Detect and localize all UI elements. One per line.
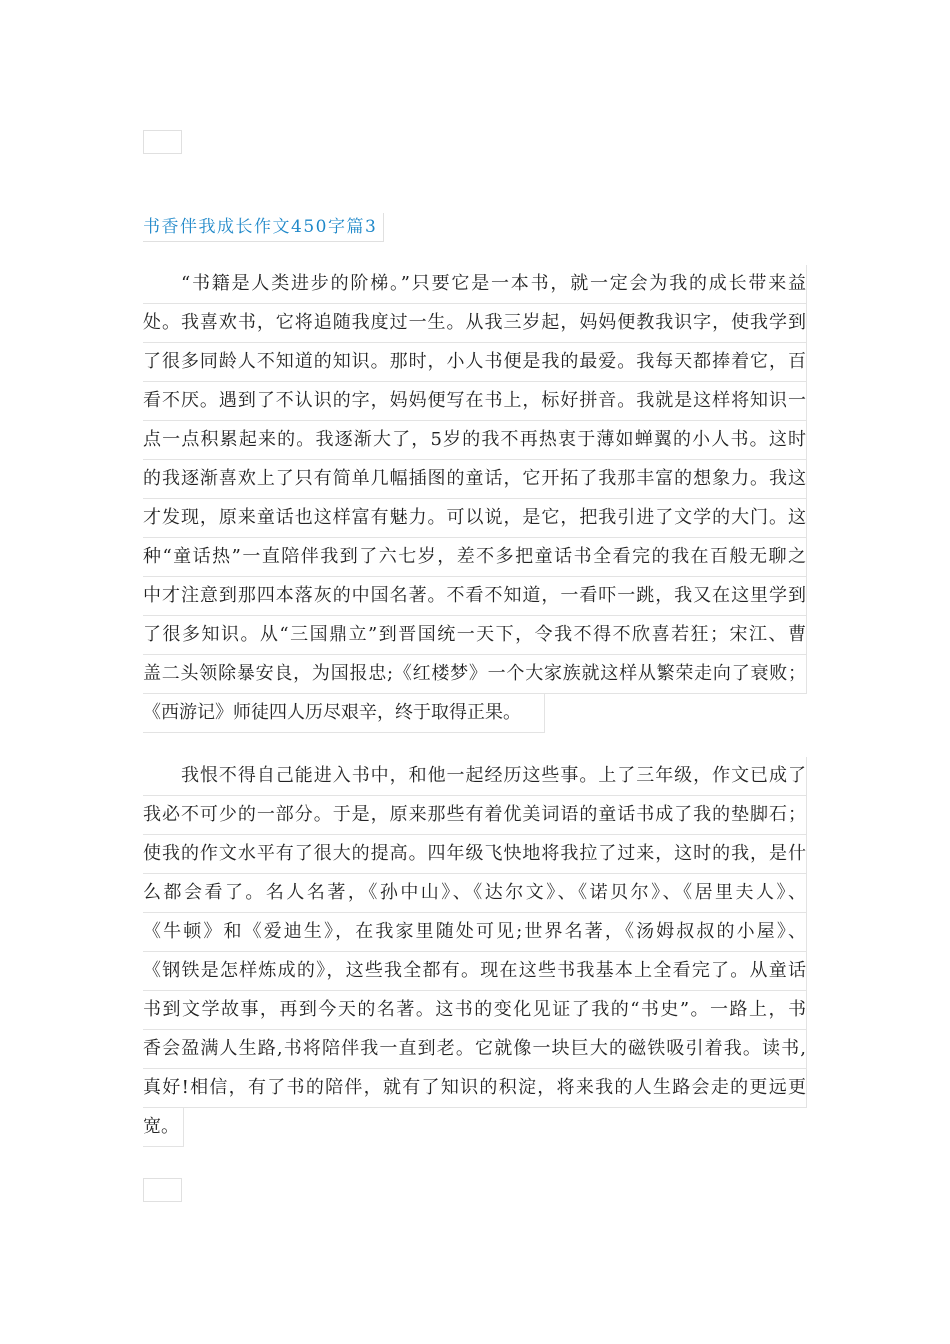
text-line: 宽。 — [143, 1108, 184, 1147]
text-line: 香会盈满人生路,书将陪伴我一直到老。它就像一块巨大的磁铁吸引着我。读书, — [143, 1030, 807, 1069]
text-line: 才发现，原来童话也这样富有魅力。可以说，是它，把我引进了文学的大门。这 — [143, 499, 807, 538]
text-line: 中才注意到那四本落灰的中国名著。不看不知道，一看吓一跳，我又在这里学到 — [143, 577, 807, 616]
text-line: 我必不可少的一部分。于是，原来那些有着优美词语的童话书成了我的垫脚石； — [143, 796, 807, 835]
text-line: “书籍是人类进步的阶梯。”只要它是一本书，就一定会为我的成长带来益 — [143, 265, 807, 304]
text-line: 处。我喜欢书，它将追随我度过一生。从我三岁起，妈妈便教我识字，使我学到 — [143, 304, 807, 343]
empty-box-bottom — [143, 1178, 182, 1202]
text-line: 《牛顿》和《爱迪生》，在我家里随处可见;世界名著，《汤姆叔叔的小屋》、 — [143, 913, 807, 952]
text-line: 点一点积累起来的。我逐渐大了，5岁的我不再热衷于薄如蝉翼的小人书。这时 — [143, 421, 807, 460]
text-line: 了很多知识。从“三国鼎立”到晋国统一天下，令我不得不欣喜若狂；宋江、曹 — [143, 616, 807, 655]
text-line: 使我的作文水平有了很大的提高。四年级飞快地将我拉了过来，这时的我，是什 — [143, 835, 807, 874]
text-line: 《西游记》师徒四人历尽艰辛，终于取得正果。 — [143, 694, 545, 733]
text-line: 种“童话热”一直陪伴我到了六七岁，差不多把童话书全看完的我在百般无聊之 — [143, 538, 807, 577]
paragraph-1 — [143, 265, 807, 733]
text-line: 书到文学故事，再到今天的名著。这书的变化见证了我的“书史”。一路上，书 — [143, 991, 807, 1030]
text-line: 的我逐渐喜欢上了只有简单几幅插图的童话，它开拓了我那丰富的想象力。我这 — [143, 460, 807, 499]
text-line: 真好!相信，有了书的陪伴，就有了知识的积淀，将来我的人生路会走的更远更 — [143, 1069, 807, 1108]
paragraph-2 — [143, 757, 807, 1147]
text-line: 么都会看了。名人名著，《孙中山》、《达尔文》、《诺贝尔》、《居里夫人》、 — [143, 874, 807, 913]
text-line: 盖二头领除暴安良，为国报忠;《红楼梦》一个大家族就这样从繁荣走向了衰败； — [143, 655, 807, 694]
text-line: 了很多同龄人不知道的知识。那时，小人书便是我的最爱。我每天都捧着它，百 — [143, 343, 807, 382]
text-line: 看不厌。遇到了不认识的字，妈妈便写在书上，标好拼音。我就是这样将知识一 — [143, 382, 807, 421]
text-line: 《钢铁是怎样炼成的》，这些我全都有。现在这些书我基本上全看完了。从童话 — [143, 952, 807, 991]
document-title: 书香伴我成长作文450字篇3 — [143, 213, 384, 242]
text-line: 我恨不得自己能进入书中，和他一起经历这些事。上了三年级，作文已成了 — [143, 757, 807, 796]
empty-box-top — [143, 130, 182, 154]
